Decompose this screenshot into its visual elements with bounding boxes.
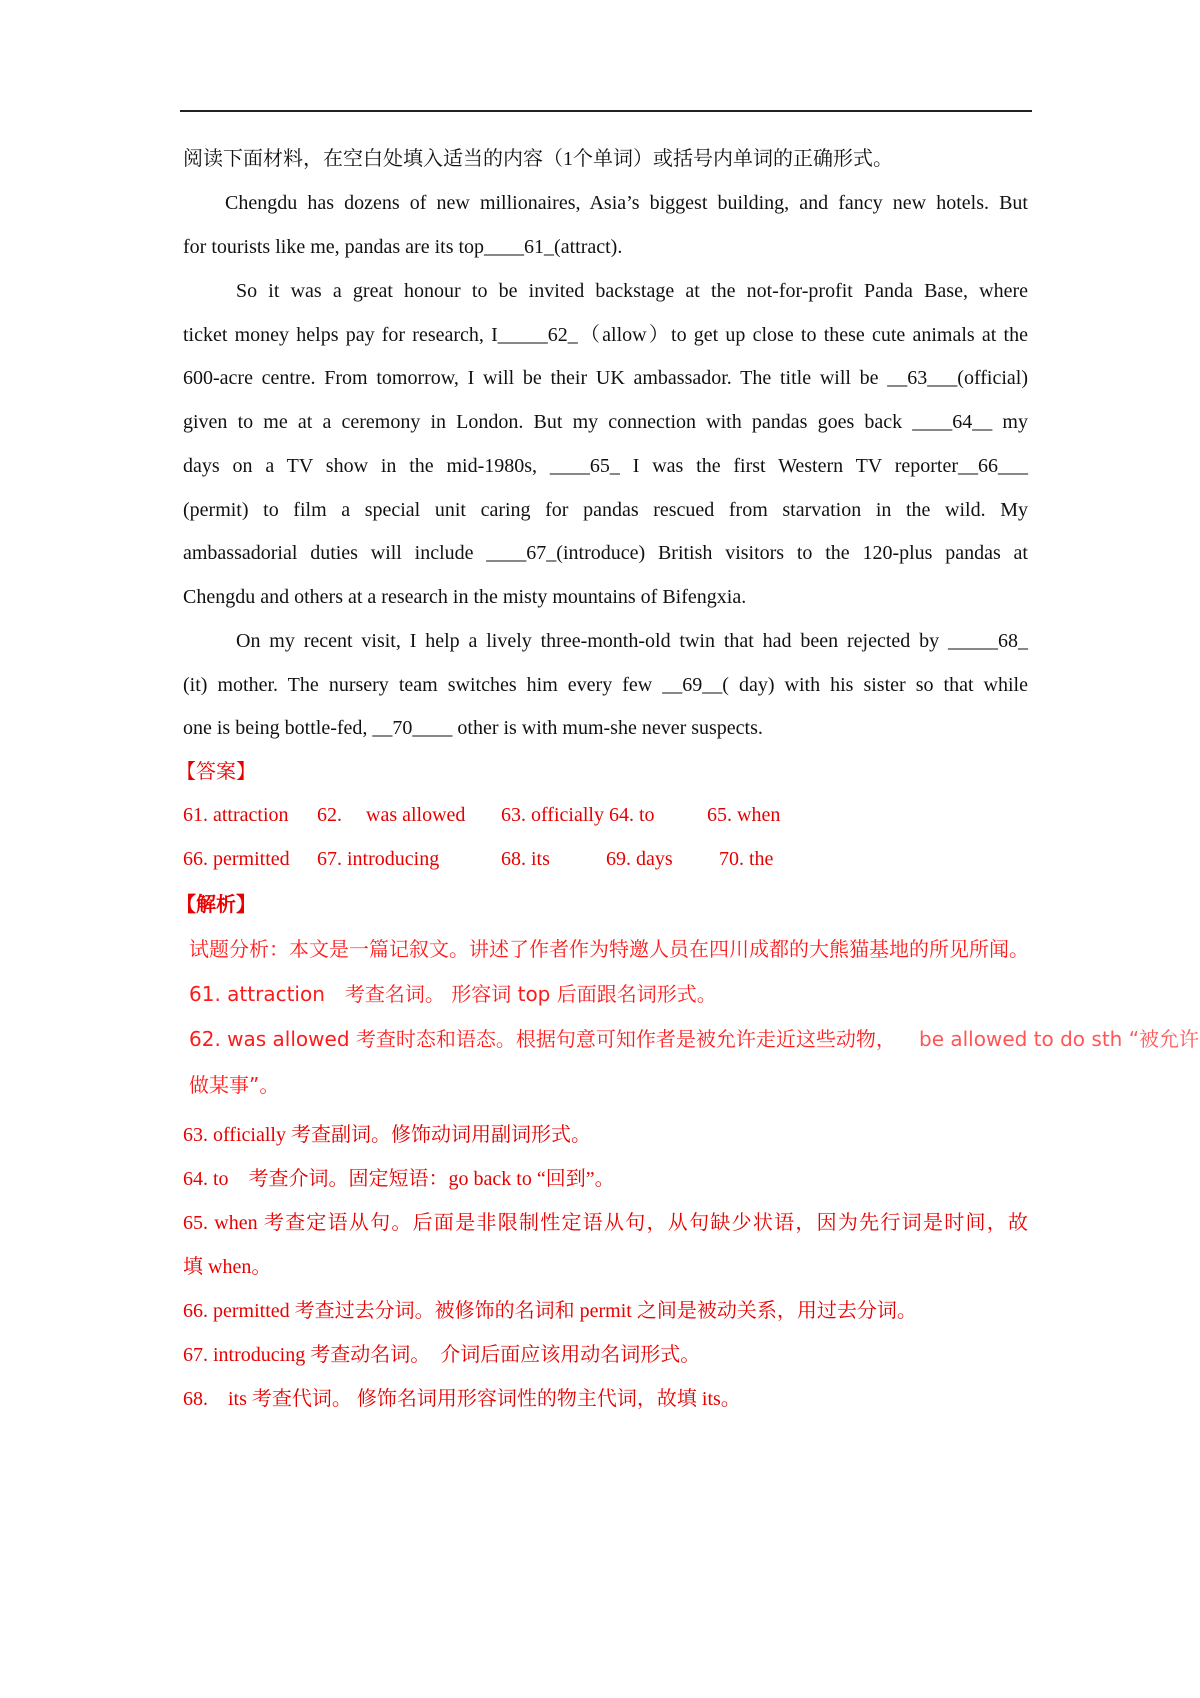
passage-line-8: (permit) to film a special unit caring for pandas rescued from starvation in the wild. My bbox=[183, 499, 1028, 521]
passage-line-13: one is being bottle-fed, __70____ other is with mum-she never suspects. bbox=[183, 717, 763, 739]
answer-heading: 【答案】 bbox=[176, 759, 256, 783]
passage-line-1: Chengdu has dozens of new millionaires, Asia’s biggest building, and fancy new hotels. But bbox=[225, 192, 1028, 214]
analysis-65-line-1: 65. when 考查定语从句。后面是非限制性定语从句，从句缺少状语，因为先行词是时间，故 bbox=[183, 1212, 1028, 1234]
passage-line-10: Chengdu and others at a research in the misty mountains of Bifengxia. bbox=[183, 586, 747, 608]
analysis-62-line-2: 做某事”。 bbox=[189, 1073, 280, 1097]
analysis-67: 67. introducing 考查动名词。 介词后面应该用动名词形式。 bbox=[183, 1344, 701, 1366]
passage-line-5: 600-acre centre. From tomorrow, I will be their UK ambassador. The title will be __63___(official) bbox=[183, 367, 1028, 389]
answer-69: 69. days bbox=[606, 848, 673, 870]
analysis-66: 66. permitted 考查过去分词。被修饰的名词和 permit 之间是被动关系，用过去分词。 bbox=[183, 1300, 917, 1322]
answer-70: 70. the bbox=[719, 848, 774, 870]
passage-line-3: So it was a great honour to be invited backstage at the not-for-profit Panda Base, where bbox=[236, 280, 1028, 302]
analysis-61: 61. attraction 考查名词。 形容词 top 后面跟名词形式。 bbox=[189, 982, 717, 1006]
answer-67: 67. introducing bbox=[317, 848, 440, 870]
answer-65: 65. when bbox=[707, 804, 781, 826]
answer-62: was allowed bbox=[366, 804, 466, 826]
analysis-68: 68. its 考查代词。 修饰名词用形容词性的物主代词，故填 its。 bbox=[183, 1388, 741, 1410]
analysis-heading: 【解析】 bbox=[176, 892, 256, 916]
passage-line-6: given to me at a ceremony in London. But my connection with pandas goes back ____64__ my bbox=[183, 411, 1028, 433]
passage-line-7: days on a TV show in the mid-1980s, ____65_ I was the first Western TV reporter__66___ bbox=[183, 455, 1028, 477]
instruction: 阅读下面材料，在空白处填入适当的内容（1个单词）或括号内单词的正确形式。 bbox=[183, 148, 893, 170]
answer-66: 66. permitted bbox=[183, 848, 290, 870]
answer-68: 68. its bbox=[501, 848, 550, 870]
header-rule bbox=[180, 110, 1032, 112]
answer-62-number: 62. bbox=[317, 804, 342, 826]
analysis-63: 63. officially 考查副词。修饰动词用副词形式。 bbox=[183, 1124, 591, 1146]
analysis-65-line-2: 填 when。 bbox=[183, 1256, 272, 1278]
passage-line-11: On my recent visit, I help a lively three-month-old twin that had been rejected by _____68_ bbox=[236, 630, 1028, 652]
analysis-62-line-1 bbox=[189, 1026, 1200, 1052]
analysis-summary: 试题分析：本文是一篇记叙文。讲述了作者作为特邀人员在四川成都的大熊猫基地的所见所闻。 bbox=[189, 937, 1029, 961]
answer-61: 61. attraction bbox=[183, 804, 289, 826]
analysis-64: 64. to 考查介词。固定短语：go back to “回到”。 bbox=[183, 1168, 615, 1190]
passage-line-9: ambassadorial duties will include ____67_(introduce) British visitors to the 120-plus pandas at bbox=[183, 542, 1028, 564]
passage-line-4: ticket money helps pay for research, I_____62_（allow）to get up close to these cute animals at the bbox=[183, 324, 1028, 346]
analysis-62-part-a: 62. was allowed 考查时态和语态。根据句意可知作者是被允许走近这些动物， bbox=[189, 1027, 896, 1051]
analysis-62-part-b: be allowed to do sth “被允许 bbox=[919, 1027, 1200, 1051]
answer-63-64: 63. officially 64. to bbox=[501, 804, 655, 826]
passage-line-12: (it) mother. The nursery team switches him every few __69__( day) with his sister so that while bbox=[183, 674, 1028, 696]
passage-line-2: for tourists like me, pandas are its top____61_(attract). bbox=[183, 236, 623, 258]
